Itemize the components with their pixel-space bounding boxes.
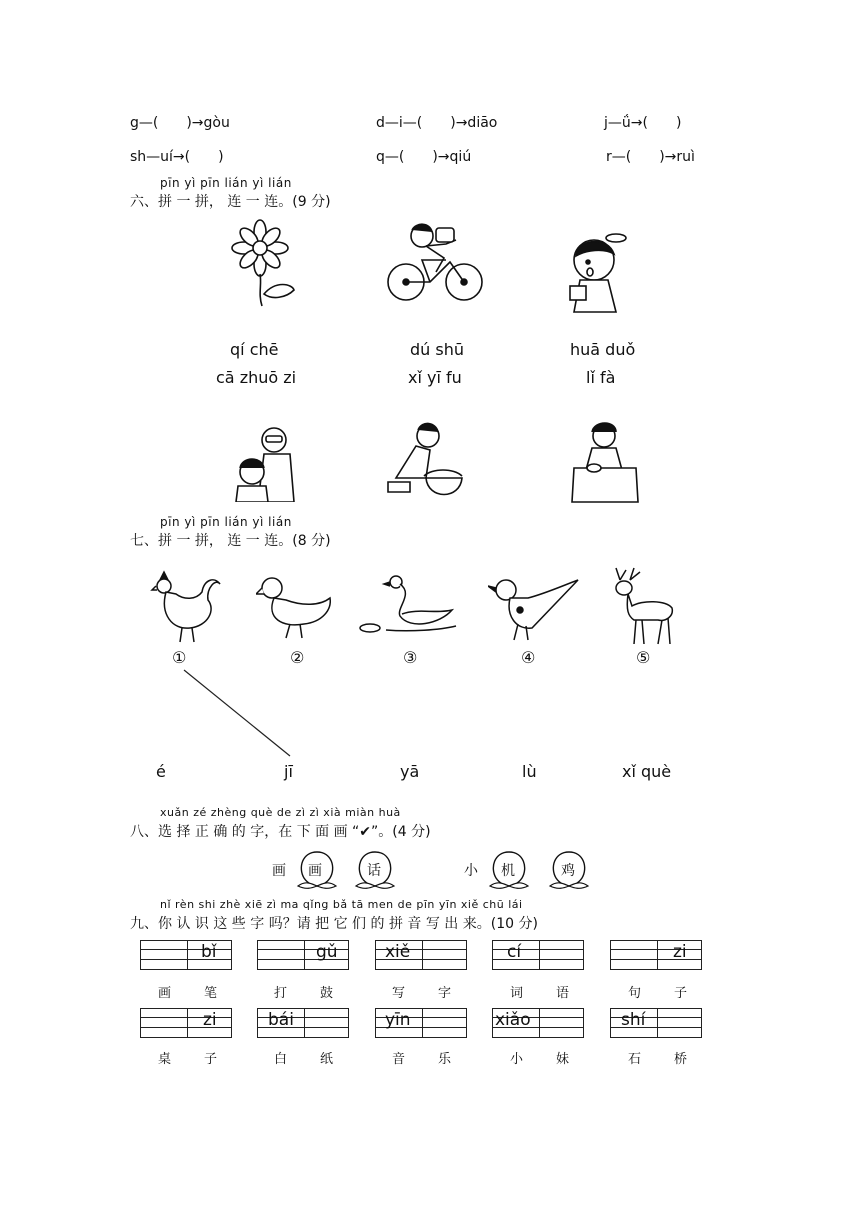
grid-pinyin: bái bbox=[268, 1010, 294, 1030]
pinyin-grid[interactable] bbox=[257, 1008, 349, 1038]
grid-pinyin: gǔ bbox=[316, 942, 338, 962]
answer-xi-que: xǐ què bbox=[622, 762, 672, 781]
section9-title: 九、你 认 识 这 些 字 吗？请 把 它 们 的 拼 音 写 出 来。(10 分) bbox=[130, 916, 538, 932]
section6-title: 六、拼 一 拼， 连 一 连。(9 分) bbox=[130, 194, 331, 210]
char: 纸 bbox=[320, 1052, 334, 1067]
char: 打 bbox=[274, 986, 288, 1001]
section7-title: 七、拼 一 拼， 连 一 连。(8 分) bbox=[130, 533, 331, 549]
grid-pinyin: yīn bbox=[385, 1010, 411, 1030]
char: 小 bbox=[510, 1052, 524, 1067]
char: 子 bbox=[204, 1052, 218, 1067]
char: 笔 bbox=[204, 986, 218, 1001]
char: 石 bbox=[628, 1052, 642, 1067]
section8-pinyin: xuǎn zé zhèng què de zì zì xià miàn huà bbox=[160, 806, 401, 819]
number-3: ③ bbox=[403, 648, 418, 667]
choice-3-char: 机 bbox=[501, 863, 515, 879]
number-4: ④ bbox=[521, 648, 536, 667]
number-5: ⑤ bbox=[636, 648, 651, 667]
char: 乐 bbox=[438, 1052, 452, 1067]
option-ca-zhuo-zi: cā zhuō zi bbox=[216, 368, 297, 387]
pinyin-grid[interactable] bbox=[610, 1008, 702, 1038]
group2-word: 小 bbox=[464, 863, 478, 879]
answer-e: é bbox=[156, 762, 166, 781]
pinyin-grid[interactable] bbox=[492, 1008, 584, 1038]
char: 音 bbox=[392, 1052, 406, 1067]
ex5-item-2: d—i—( )→diāo bbox=[376, 115, 498, 131]
section7-pinyin: pīn yì pīn lián yì lián bbox=[160, 515, 292, 529]
option-li-fa: lǐ fà bbox=[586, 368, 616, 387]
grid-pinyin: zi bbox=[203, 1010, 217, 1030]
pinyin-grid[interactable] bbox=[375, 1008, 467, 1038]
pinyin-grid[interactable] bbox=[492, 940, 584, 970]
char: 语 bbox=[556, 986, 570, 1001]
choice-1-char: 画 bbox=[308, 863, 322, 879]
option-hua-duo: huā duǒ bbox=[570, 340, 636, 359]
option-du-shu: dú shū bbox=[410, 340, 464, 359]
section9-pinyin: nǐ rèn shi zhè xiē zì ma qǐng bǎ tā men de pīn yīn xiě chū lái bbox=[160, 898, 523, 911]
char: 写 bbox=[392, 986, 406, 1001]
ex5-item-4: sh—uí→( ) bbox=[130, 149, 224, 165]
char: 句 bbox=[628, 986, 642, 1001]
grid-pinyin: shí bbox=[621, 1010, 646, 1030]
ex5-item-5: q—( )→qiú bbox=[376, 149, 472, 165]
answer-ji: jī bbox=[284, 762, 293, 781]
char: 妹 bbox=[556, 1052, 570, 1067]
char: 字 bbox=[438, 986, 452, 1001]
grid-pinyin: zi bbox=[673, 942, 687, 962]
char: 画 bbox=[158, 986, 172, 1001]
pinyin-grid[interactable] bbox=[375, 940, 467, 970]
char: 词 bbox=[510, 986, 524, 1001]
pinyin-grid[interactable] bbox=[140, 1008, 232, 1038]
pinyin-grid[interactable] bbox=[610, 940, 702, 970]
number-1: ① bbox=[172, 648, 187, 667]
char: 子 bbox=[674, 986, 688, 1001]
option-qi-che: qí chē bbox=[230, 340, 279, 359]
number-2: ② bbox=[290, 648, 305, 667]
answer-lu: lù bbox=[522, 762, 537, 781]
ex5-item-1: g—( )→gòu bbox=[130, 115, 230, 131]
char: 白 bbox=[274, 1052, 288, 1067]
grid-pinyin: xiǎo bbox=[495, 1010, 531, 1030]
answer-ya: yā bbox=[400, 762, 420, 781]
section8-title: 八、选 择 正 确 的 字，在 下 面 画 “✔”。(4 分) bbox=[130, 824, 431, 840]
ex5-item-3: j—ǘ→( ) bbox=[604, 115, 682, 131]
char: 桥 bbox=[674, 1052, 688, 1067]
ex5-item-6: r—( )→ruì bbox=[606, 149, 695, 165]
char: 鼓 bbox=[320, 986, 334, 1001]
choice-4-char: 鸡 bbox=[561, 863, 575, 879]
pinyin-grid[interactable] bbox=[257, 940, 349, 970]
choice-2-char: 话 bbox=[367, 863, 381, 879]
grid-pinyin: bǐ bbox=[201, 942, 217, 962]
group1-word: 画 bbox=[272, 863, 286, 879]
grid-pinyin: cí bbox=[507, 942, 522, 962]
section6-pinyin: pīn yì pīn lián yì lián bbox=[160, 176, 292, 190]
grid-pinyin: xiě bbox=[385, 942, 411, 962]
option-xi-yi-fu: xǐ yī fu bbox=[408, 368, 462, 387]
pinyin-grid[interactable] bbox=[140, 940, 232, 970]
char: 桌 bbox=[158, 1052, 172, 1067]
